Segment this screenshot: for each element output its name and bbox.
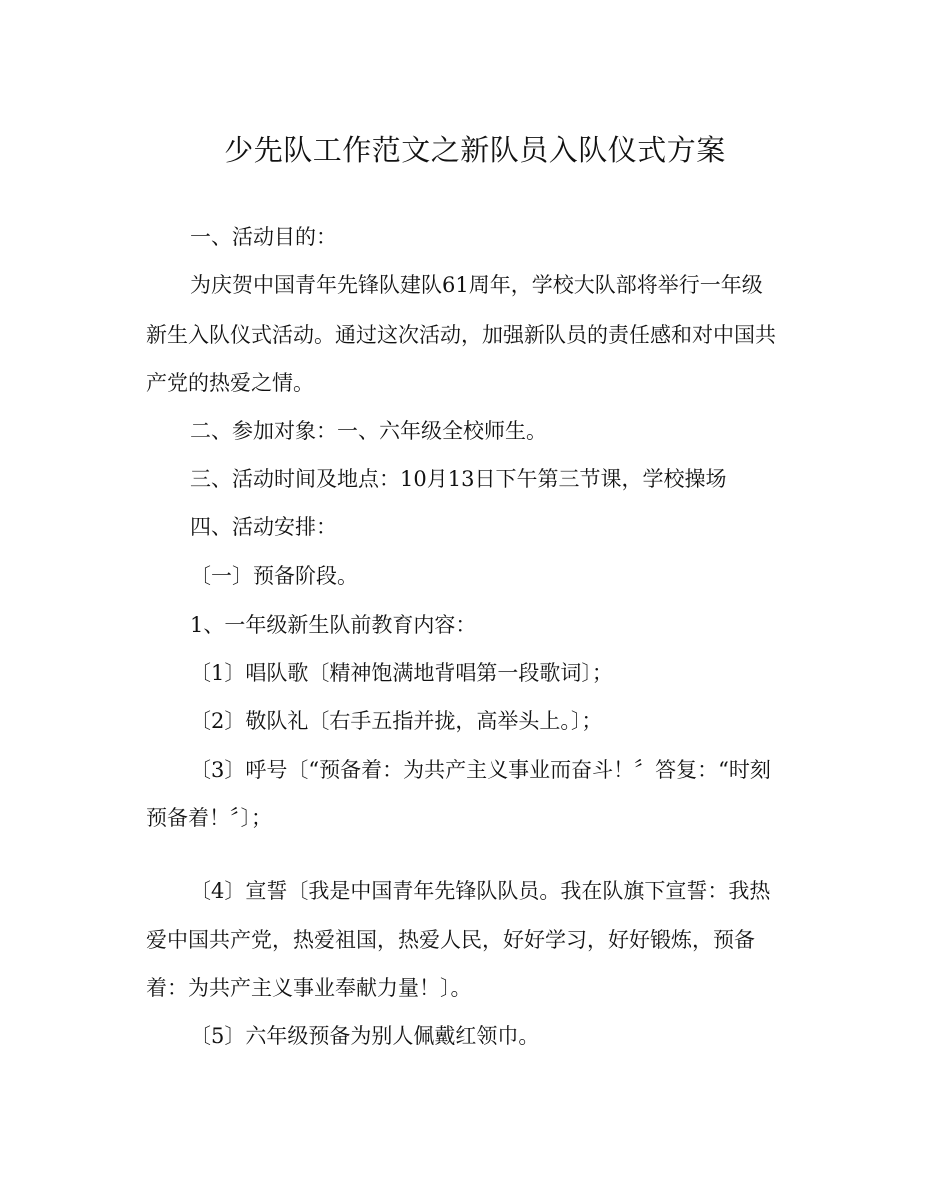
list-item-continuation: 着：为共产主义事业奉献力量！〕。 [146, 976, 472, 1000]
list-item: 〔5〕六年级预备为别人佩戴红领巾。 [190, 1024, 540, 1048]
list-item-continuation: 预备着！〞〕； [146, 806, 272, 830]
subsection-heading: 〔一〕预备阶段。 [190, 564, 358, 588]
list-item: 〔4〕宣誓〔我是中国青年先锋队队员。我在队旗下宣誓：我热 [190, 879, 771, 903]
list-item: 〔1〕唱队歌〔精神饱满地背唱第一段歌词〕； [190, 661, 613, 685]
paragraph-line: 为庆贺中国青年先锋队建队61周年，学校大队部将举行一年级 [190, 273, 763, 297]
paragraph-line: 产党的热爱之情。 [146, 371, 314, 395]
section-heading-purpose: 一、活动目的： [190, 225, 337, 249]
paragraph-line: 新生入队仪式活动。通过这次活动，加强新队员的责任感和对中国共 [146, 323, 776, 347]
list-item: 〔2〕敬队礼〔右手五指并拢，高举头上。〕； [190, 709, 603, 733]
section-heading-time-place: 三、活动时间及地点：10月13日下午第三节课，学校操场 [190, 467, 727, 491]
section-heading-participants: 二、参加对象：一、六年级全校师生。 [190, 419, 547, 443]
list-item-continuation: 爱中国共产党，热爱祖国，热爱人民，好好学习，好好锻炼，预备 [146, 928, 755, 952]
document-title: 少先队工作范文之新队员入队仪式方案 [224, 133, 726, 167]
list-heading: 1、一年级新生队前教育内容： [190, 613, 477, 637]
section-heading-arrangement: 四、活动安排： [190, 515, 337, 539]
list-item: 〔3〕呼号〔“预备着：为共产主义事业而奋斗！〞答复：“时刻 [190, 758, 771, 782]
